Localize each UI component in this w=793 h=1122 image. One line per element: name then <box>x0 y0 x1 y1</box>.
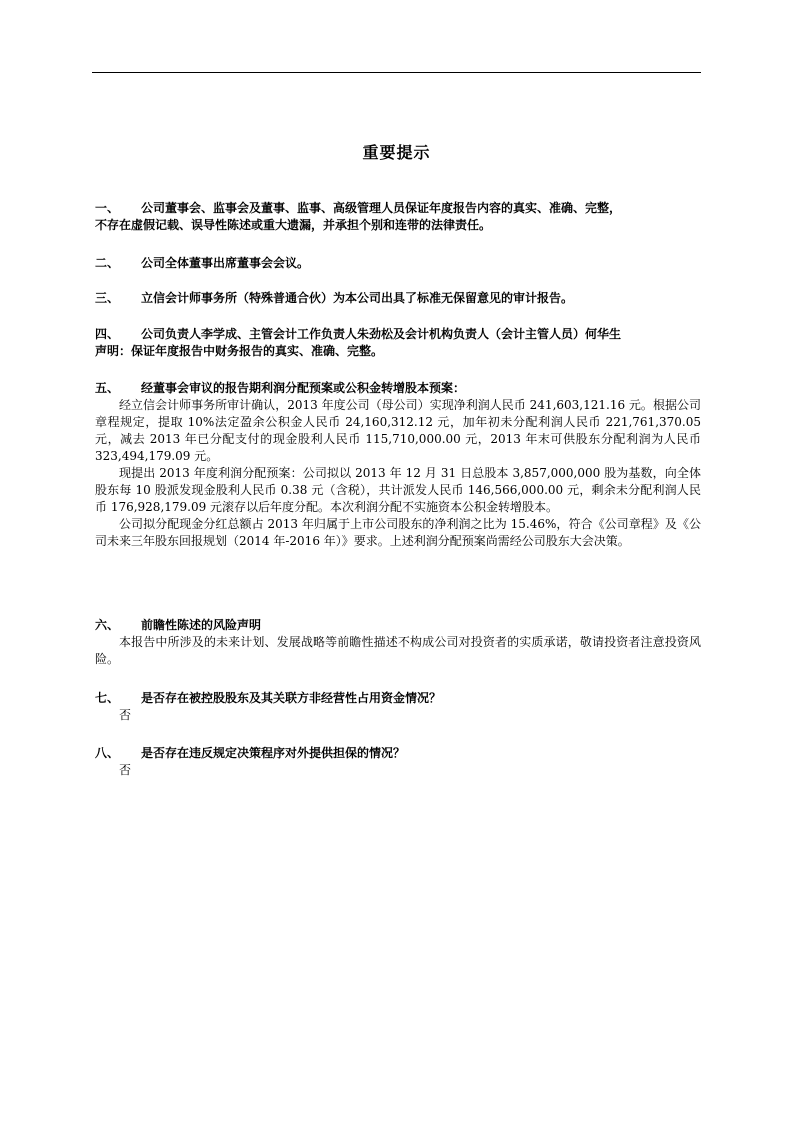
section-6 <box>95 617 701 668</box>
header-rule <box>92 72 701 73</box>
section-number: 三、 <box>95 291 120 305</box>
section-heading-line2: 声明：保证年度报告中财务报告的真实、准确、完整。 <box>95 344 384 358</box>
section-number: 五、 <box>95 381 120 395</box>
section-heading: 是否存在被控股股东及其关联方非经营性占用资金情况？ <box>141 691 442 705</box>
page-title: 重要提示 <box>362 143 431 162</box>
section-1 <box>95 200 701 234</box>
section-paragraph: 现提出 2013 年度利润分配预案：公司拟以 2013 年 12 月 31 日总股本 3,857,000,000 股为基数，向全体股东每 10 股派发现金股利人民币 0.38 元（含税），共计派发人民币 146,566,000.00 元，剩余未分配利润人民币 176,928,179.09 元滚存以后年度分配。本次利润分配不实施资本公积金转增股本。 <box>95 466 701 514</box>
section-heading: 前瞻性陈述的风险声明 <box>141 618 262 632</box>
section-number: 八、 <box>95 746 120 760</box>
section-4 <box>95 326 701 360</box>
section-number: 七、 <box>95 691 120 705</box>
section-number: 二、 <box>95 256 120 270</box>
section-heading: 公司全体董事出席董事会会议。 <box>141 256 310 270</box>
section-heading-line2: 不存在虚假记载、误导性陈述或重大遗漏，并承担个别和连带的法律责任。 <box>95 218 492 232</box>
section-number: 一、 <box>95 201 120 215</box>
section-paragraph: 公司拟分配现金分红总额占 2013 年归属于上市公司股东的净利润之比为 15.46%，符合《公司章程》及《公司未来三年股东回报规划（2014 年-2016 年）》要求。上述利润分配预案尚需经公司股东大会决策。 <box>95 517 701 548</box>
section-heading: 经董事会审议的报告期利润分配预案或公积金转增股本预案： <box>141 381 466 395</box>
section-answer: 否 <box>119 708 132 722</box>
section-2 <box>95 255 701 272</box>
section-heading: 是否存在违反规定决策程序对外提供担保的情况？ <box>141 746 406 760</box>
section-7 <box>95 690 701 724</box>
section-5 <box>95 380 701 550</box>
section-heading-line1: 公司董事会、监事会及董事、监事、高级管理人员保证年度报告内容的真实、准确、完整， <box>141 201 622 215</box>
section-paragraph: 本报告中所涉及的未来计划、发展战略等前瞻性描述不构成公司对投资者的实质承诺，敬请投资者注意投资风险。 <box>95 635 701 666</box>
section-number: 四、 <box>95 327 120 341</box>
section-answer: 否 <box>119 763 132 777</box>
section-number: 六、 <box>95 618 120 632</box>
section-heading-line1: 公司负责人李学成、主管会计工作负责人朱劲松及会计机构负责人（会计主管人员）何华生 <box>141 327 622 341</box>
section-3 <box>95 290 701 307</box>
section-8 <box>95 745 701 779</box>
section-heading: 立信会计师事务所（特殊普通合伙）为本公司出具了标准无保留意见的审计报告。 <box>141 291 574 305</box>
section-paragraph: 经立信会计师事务所审计确认，2013 年度公司（母公司）实现净利润人民币 241,603,121.16 元。根据公司章程规定，提取 10%法定盈余公积金人民币 24,160,312.12 元，加年初未分配利润人民币 221,761,370.05 元，减去 2013 年已分配支付的现金股利人民币 115,710,000.00 元，2013 年末可供股东分配利润为人民币 323,494,179.09 元。 <box>95 398 701 463</box>
